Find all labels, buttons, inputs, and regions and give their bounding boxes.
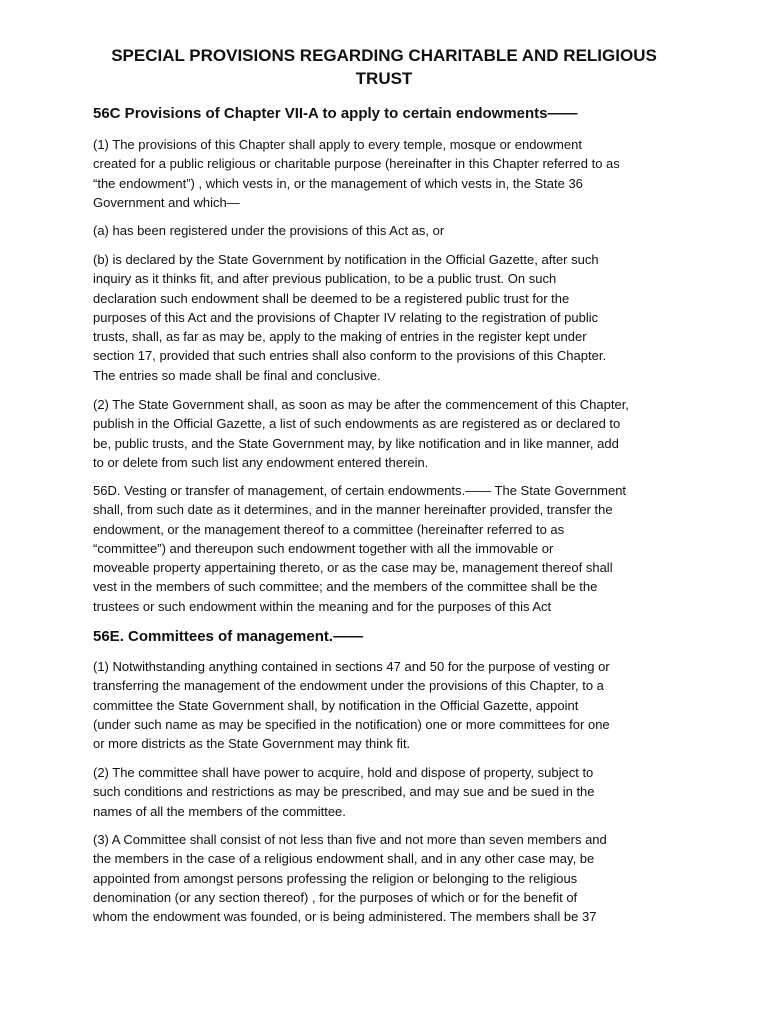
paragraph-56c-b (93, 250, 683, 385)
paragraph-line: section 17, provided that such entries shall also conform to the provisions of this Chapter. (93, 348, 607, 364)
document-title-line: TRUST (355, 69, 413, 88)
paragraph-line: shall, from such date as it determines, and in the manner hereinafter provided, transfer the (93, 502, 613, 518)
paragraph-56c-2 (93, 395, 683, 472)
paragraph-line: created for a public religious or charitable purpose (hereinafter in this Chapter referred to as (93, 156, 620, 172)
section-heading-56e: 56E. Committees of management.—— (93, 628, 364, 645)
paragraph-line: (2) The State Government shall, as soon as may be after the commencement of this Chapter, (93, 397, 629, 412)
document-title (93, 44, 675, 90)
paragraph-56d (93, 481, 683, 616)
paragraph-line: inquiry as it thinks fit, and after previous publication, to be a public trust. On such (93, 271, 557, 287)
paragraph-line: purposes of this Act and the provisions of Chapter IV relating to the registration of public (93, 309, 599, 325)
paragraph-line: (b) is declared by the State Government by notification in the Official Gazette, after such (93, 252, 599, 267)
paragraph-line: declaration such endowment shall be deemed to be a registered public trust for the (93, 290, 570, 306)
paragraph-line: The entries so made shall be final and conclusive. (93, 367, 381, 383)
paragraph-line: (1) The provisions of this Chapter shall apply to every temple, mosque or endowment (93, 137, 582, 152)
paragraph-line: appointed from amongst persons professing the religion or belonging to the religious (93, 870, 578, 886)
paragraph-line: denomination (or any section thereof) , for the purposes of which or for the benefit of (93, 889, 578, 905)
paragraph-56c-a (93, 221, 683, 240)
paragraph-line: (2) The committee shall have power to acquire, hold and dispose of property, subject to (93, 765, 594, 780)
paragraph-line: (3) A Committee shall consist of not less than five and not more than seven members and (93, 832, 607, 847)
paragraph-line: to or delete from such list any endowment entered therein. (93, 454, 429, 470)
paragraph-line: moveable property appertaining thereto, or as the case may be, management thereof shall (93, 560, 613, 576)
paragraph-line: publish in the Official Gazette, a list of such endowments as are registered as or declared to (93, 416, 621, 432)
document-title-line: SPECIAL PROVISIONS REGARDING CHARITABLE AND RELIGIOUS (111, 46, 657, 65)
paragraph-line: “committee”) and thereupon such endowment together with all the immovable or (93, 540, 554, 556)
paragraph-line: trustees or such endowment within the meaning and for the purposes of this Act (93, 598, 552, 614)
paragraph-line: (1) Notwithstanding anything contained in sections 47 and 50 for the purpose of vesting or (93, 659, 610, 674)
paragraph-line: the members in the case of a religious endowment shall, and in any other case may, be (93, 851, 595, 867)
paragraph-line: be, public trusts, and the State Government may, by like notification and in like manner, add (93, 435, 619, 451)
paragraph-line: or more districts as the State Government may think fit. (93, 736, 411, 752)
paragraph-line: committee the State Government shall, by notification in the Official Gazette, appoint (93, 697, 579, 713)
paragraph-56e-2 (93, 763, 683, 821)
paragraph-line: “the endowment”) , which vests in, or the management of which vests in, the State 36 (93, 175, 583, 191)
paragraph-line: vest in the members of such committee; and the members of the committee shall be the (93, 579, 598, 595)
paragraph-line: 56D. Vesting or transfer of management, of certain endowments.—— The State Government (93, 483, 627, 498)
paragraph-line: (under such name as may be specified in the notification) one or more committees for one (93, 716, 610, 732)
paragraph-56e-3 (93, 830, 683, 926)
paragraph-line: endowment, or the management thereof to a committee (hereinafter referred to as (93, 521, 565, 537)
paragraph-line: Government and which— (93, 194, 240, 210)
paragraph-56e-1 (93, 657, 683, 753)
paragraph-line: transferring the management of the endowment under the provisions of this Chapter, to a (93, 678, 604, 694)
paragraph-line: (a) has been registered under the provisions of this Act as, or (93, 223, 445, 238)
paragraph-line: such conditions and restrictions as may be prescribed, and may sue and be sued in the (93, 784, 595, 800)
section-heading-56c: 56C Provisions of Chapter VII-A to apply to certain endowments—— (93, 105, 578, 122)
paragraph-line: trusts, shall, as far as may be, apply to the making of entries in the register kept under (93, 329, 587, 345)
paragraph-56c-1 (93, 135, 683, 212)
paragraph-line: whom the endowment was founded, or is being administered. The members shall be 37 (93, 909, 597, 925)
paragraph-line: names of all the members of the committee. (93, 803, 346, 819)
